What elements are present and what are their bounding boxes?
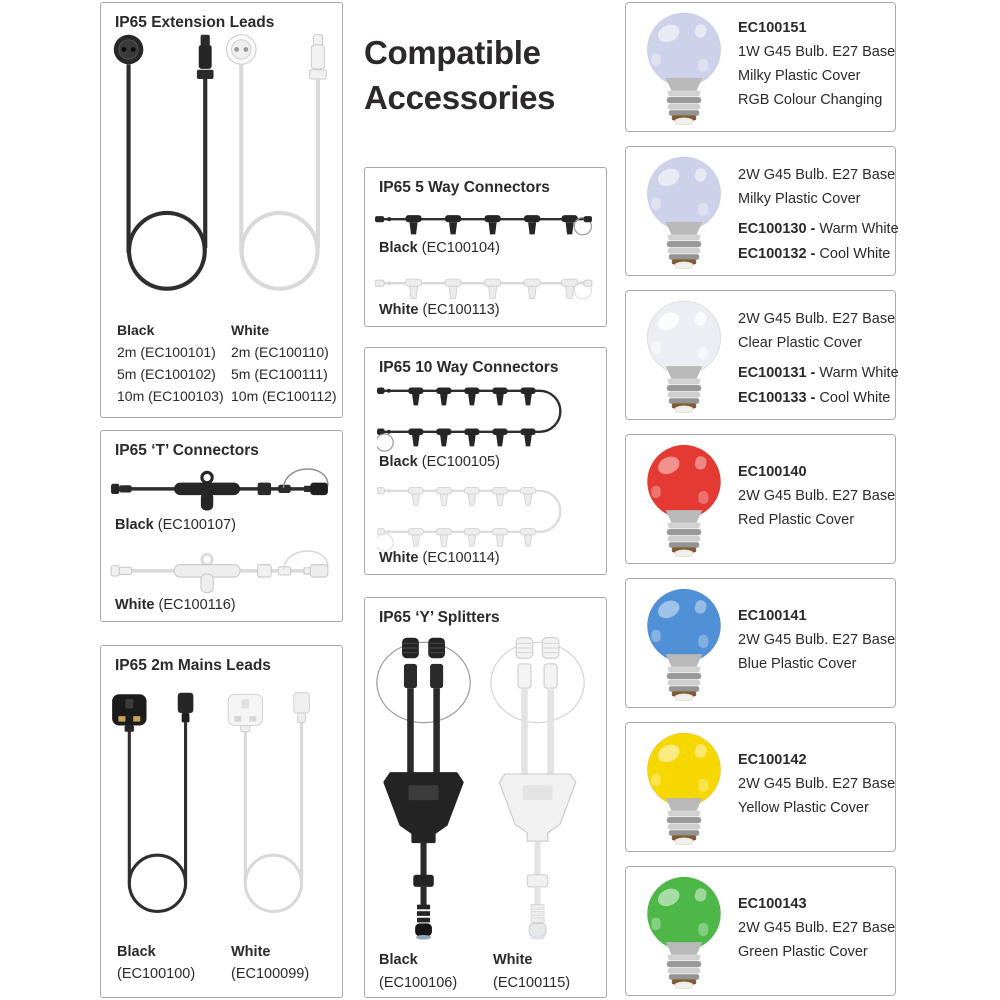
product-desc: Milky Plastic Cover	[738, 191, 861, 207]
variant-name: Black	[379, 240, 418, 256]
product-code: EC100151	[738, 20, 807, 36]
section-10-way-connectors	[364, 347, 607, 575]
variant-name: White	[379, 550, 419, 566]
lead-item: 10m (EC100103)	[117, 388, 224, 404]
extension-leads-black-list	[117, 319, 224, 407]
y-splitter-white-illustration	[489, 634, 587, 942]
10-way-black-illustration	[377, 380, 569, 453]
variant-name: White	[379, 302, 419, 318]
variant-caption	[379, 454, 500, 470]
bulb-card-variants	[738, 217, 899, 267]
section-title: IP65 2m Mains Leads	[115, 657, 271, 674]
variant-line	[738, 242, 899, 267]
bulb-card-ec100140	[625, 434, 896, 564]
bulb-card-variants	[738, 361, 899, 411]
section-5-way-connectors	[364, 167, 607, 327]
variant-caption	[379, 550, 500, 566]
section-title: IP65 ‘T’ Connectors	[115, 442, 259, 459]
variant-caption	[379, 240, 500, 256]
product-desc: Red Plastic Cover	[738, 512, 855, 528]
product-code: EC100130 -	[738, 221, 816, 237]
variant-caption	[115, 517, 236, 533]
variant-name: Black	[379, 454, 418, 470]
product-code: EC100132 -	[738, 246, 816, 262]
variant-line	[738, 386, 899, 411]
t-connector-white-illustration	[110, 543, 332, 597]
t-connector-black-illustration	[110, 461, 332, 515]
variant-name: White	[231, 944, 271, 960]
product-desc: Yellow Plastic Cover	[738, 800, 869, 816]
variant-name: Black	[117, 944, 156, 960]
product-desc: 2W G45 Bulb. E27 Base	[738, 167, 896, 183]
10-way-white-illustration	[377, 480, 569, 553]
product-code: EC100133 -	[738, 390, 816, 406]
page-title-line1: Compatible	[364, 34, 541, 71]
lead-item: 2m (EC100110)	[231, 344, 329, 360]
variant-code: (EC100104)	[421, 240, 500, 256]
variant-code: (EC100107)	[157, 517, 236, 533]
variant-name: White	[493, 952, 533, 968]
section-title: IP65 ‘Y’ Splitters	[379, 609, 500, 626]
page-title-line2: Accessories	[364, 79, 556, 116]
lead-item: 10m (EC100112)	[231, 388, 337, 404]
variant-line	[738, 217, 899, 242]
variant-code: (EC100115)	[493, 975, 571, 991]
section-extension-leads	[100, 2, 343, 418]
lead-item: 2m (EC100101)	[117, 344, 216, 360]
mains-lead-white-illustration	[225, 688, 313, 938]
variant-label: Warm White	[819, 221, 899, 237]
variant-label: Warm White	[819, 365, 899, 381]
bulb-card-text	[738, 748, 895, 820]
g45-bulb-icon	[638, 875, 730, 989]
bulb-card-ec100151	[625, 2, 896, 132]
section-title: IP65 5 Way Connectors	[379, 179, 550, 196]
bulb-card-ec100141	[625, 578, 896, 708]
extension-leads-white-list	[231, 319, 337, 407]
variant-name: White	[115, 597, 155, 613]
5-way-white-illustration	[375, 270, 593, 302]
column-header: White	[231, 322, 270, 338]
g45-bulb-icon	[638, 11, 730, 125]
section-y-splitters	[364, 597, 607, 998]
bulb-card-ec100143	[625, 866, 896, 996]
g45-bulb-icon	[638, 443, 730, 557]
product-desc: Blue Plastic Cover	[738, 656, 857, 672]
bulb-card-text	[738, 16, 895, 112]
variant-caption	[379, 302, 500, 318]
variant-code: (EC100100)	[117, 966, 196, 982]
extension-leads-illustration	[111, 31, 329, 299]
section-mains-leads	[100, 645, 343, 998]
variant-name: Black	[379, 952, 418, 968]
product-desc: Clear Plastic Cover	[738, 335, 863, 351]
variant-line	[738, 361, 899, 386]
product-code: EC100131 -	[738, 365, 816, 381]
lead-item: 5m (EC100111)	[231, 366, 328, 382]
bulb-card-text	[738, 307, 895, 355]
product-desc: 2W G45 Bulb. E27 Base	[738, 488, 896, 504]
section-t-connectors	[100, 430, 343, 622]
product-desc: 2W G45 Bulb. E27 Base	[738, 632, 896, 648]
variant-label: Cool White	[819, 246, 891, 262]
lead-item: 5m (EC100102)	[117, 366, 216, 382]
variant-label: Cool White	[819, 390, 891, 406]
5-way-black-illustration	[375, 206, 593, 238]
product-desc: 2W G45 Bulb. E27 Base	[738, 776, 896, 792]
y-splitter-black-illustration	[375, 634, 473, 942]
product-code: EC100142	[738, 752, 807, 768]
g45-bulb-icon	[638, 155, 730, 269]
product-code: EC100141	[738, 608, 807, 624]
g45-bulb-icon	[638, 587, 730, 701]
bulb-card-ec100142	[625, 722, 896, 852]
product-code: EC100140	[738, 464, 807, 480]
variant-caption	[115, 597, 236, 613]
product-desc: RGB Colour Changing	[738, 92, 883, 108]
variant-code: (EC100116)	[158, 597, 236, 613]
section-title: IP65 10 Way Connectors	[379, 359, 559, 376]
g45-bulb-icon	[638, 731, 730, 845]
column-header: Black	[117, 322, 155, 338]
product-desc: Green Plastic Cover	[738, 944, 868, 960]
variant-code: (EC100113)	[422, 302, 500, 318]
variant-code: (EC100099)	[231, 966, 310, 982]
g45-bulb-icon	[638, 299, 730, 413]
product-code: EC100143	[738, 896, 807, 912]
bulb-card-text	[738, 604, 895, 676]
variant-code: (EC100106)	[379, 975, 458, 991]
bulb-card-text	[738, 163, 895, 211]
page-title	[364, 30, 555, 120]
variant-code: (EC100114)	[422, 550, 500, 566]
bulb-card-text	[738, 892, 895, 964]
product-desc: 1W G45 Bulb. E27 Base	[738, 44, 896, 60]
bulb-card-text	[738, 460, 895, 532]
variant-code: (EC100105)	[421, 454, 500, 470]
bulb-card-ec100131	[625, 290, 899, 420]
product-desc: 2W G45 Bulb. E27 Base	[738, 920, 896, 936]
product-desc: Milky Plastic Cover	[738, 68, 861, 84]
product-desc: 2W G45 Bulb. E27 Base	[738, 311, 896, 327]
bulb-card-ec100130	[625, 146, 899, 276]
section-title: IP65 Extension Leads	[115, 14, 275, 31]
variant-name: Black	[115, 517, 154, 533]
mains-lead-black-illustration	[109, 688, 197, 938]
